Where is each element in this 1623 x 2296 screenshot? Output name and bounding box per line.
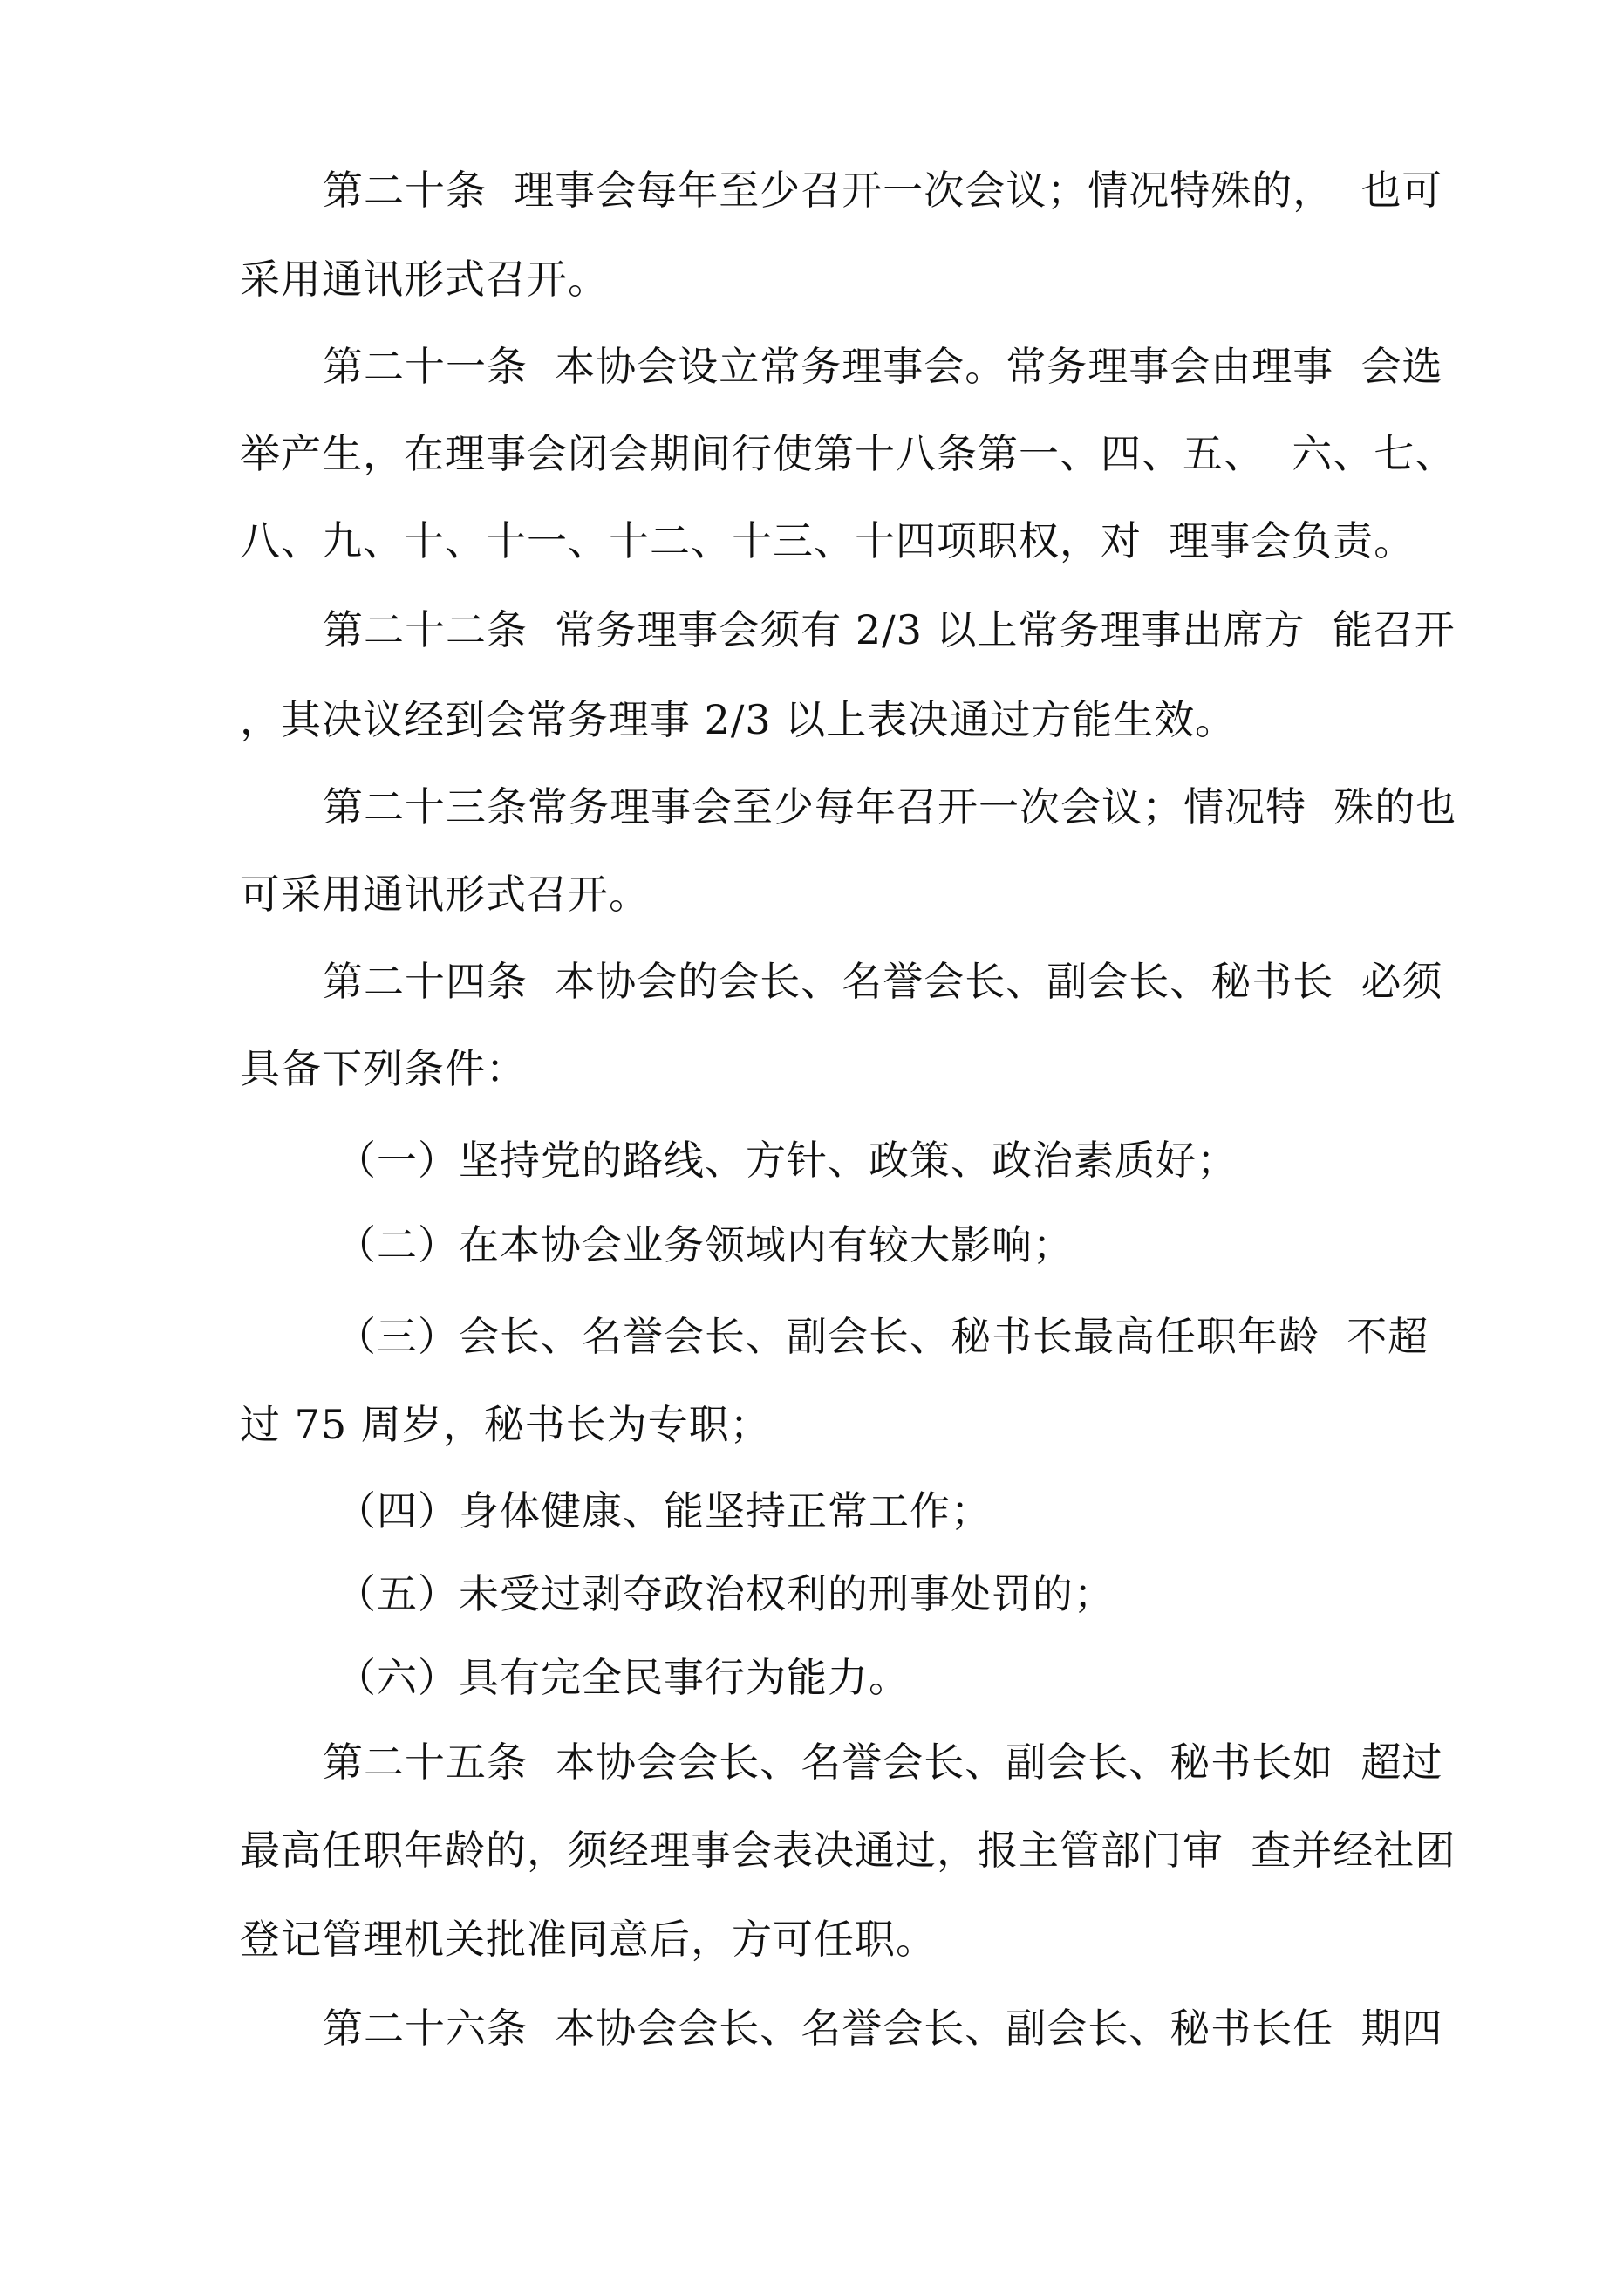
text-line-article-26: 第二十六条 本协会会长、名誉会长、副会长、秘书长任 期四 xyxy=(323,2005,1443,2052)
text-line: 最高任职年龄的，须经理事会表决通过，报主管部门审 查并经社团 xyxy=(240,1827,1456,1874)
text-line: 八、九、十、十一、十二、十三、十四项职权，对 理事会负责。 xyxy=(240,517,1415,564)
list-item-6: （六）具有完全民事行为能力。 xyxy=(336,1654,910,1701)
text-line: 登记管理机关批准同意后，方可任职。 xyxy=(240,1916,937,1963)
list-item-1: （一）坚持党的路线、方针、政策、政治素质好； xyxy=(336,1137,1238,1184)
list-item-5: （五）未受过剥夺政治权利的刑事处罚的； xyxy=(336,1570,1115,1617)
text-line: 过 75 周岁，秘书长为专职； xyxy=(240,1401,771,1448)
text-line-article-22: 第二十二条 常务理事会须有 2/3 以上常务理事出席方 能召开 xyxy=(323,606,1456,653)
list-item-2: （二）在本协会业务领域内有较大影响； xyxy=(336,1221,1074,1268)
text-line-article-20: 第二十条 理事会每年至少召开一次会议；情况特殊的， 也可 xyxy=(323,167,1443,214)
text-line: 采用通讯形式召开。 xyxy=(240,256,609,303)
text-line: 具备下列条件： xyxy=(240,1045,527,1092)
text-line-article-21: 第二十一条 本协会设立常务理事会。常务理事会由理事 会选 xyxy=(323,343,1443,390)
text-line: ，其决议经到会常务理事 2/3 以上表决通过方能生效。 xyxy=(240,696,1237,743)
text-line-article-25: 第二十五条 本协会会长、名誉会长、副会长、秘书长如 超过 xyxy=(323,1739,1443,1786)
text-line: 可采用通讯形式召开。 xyxy=(240,871,650,918)
text-line: 举产生，在理事会闭会期间行使第十八条第一、四、五、 六、七、 xyxy=(240,430,1456,477)
list-item-4: （四）身体健康、能坚持正常工作； xyxy=(336,1487,992,1534)
list-item-3: （三）会长、名誉会长、副会长、秘书长最高任职年龄 不超 xyxy=(336,1313,1429,1360)
text-line-article-24: 第二十四条 本协会的会长、名誉会长、副会长、秘书长 必须 xyxy=(323,958,1443,1005)
text-line-article-23: 第二十三条常务理事会至少每年召开一次会议；情况特 殊的也 xyxy=(323,783,1457,830)
